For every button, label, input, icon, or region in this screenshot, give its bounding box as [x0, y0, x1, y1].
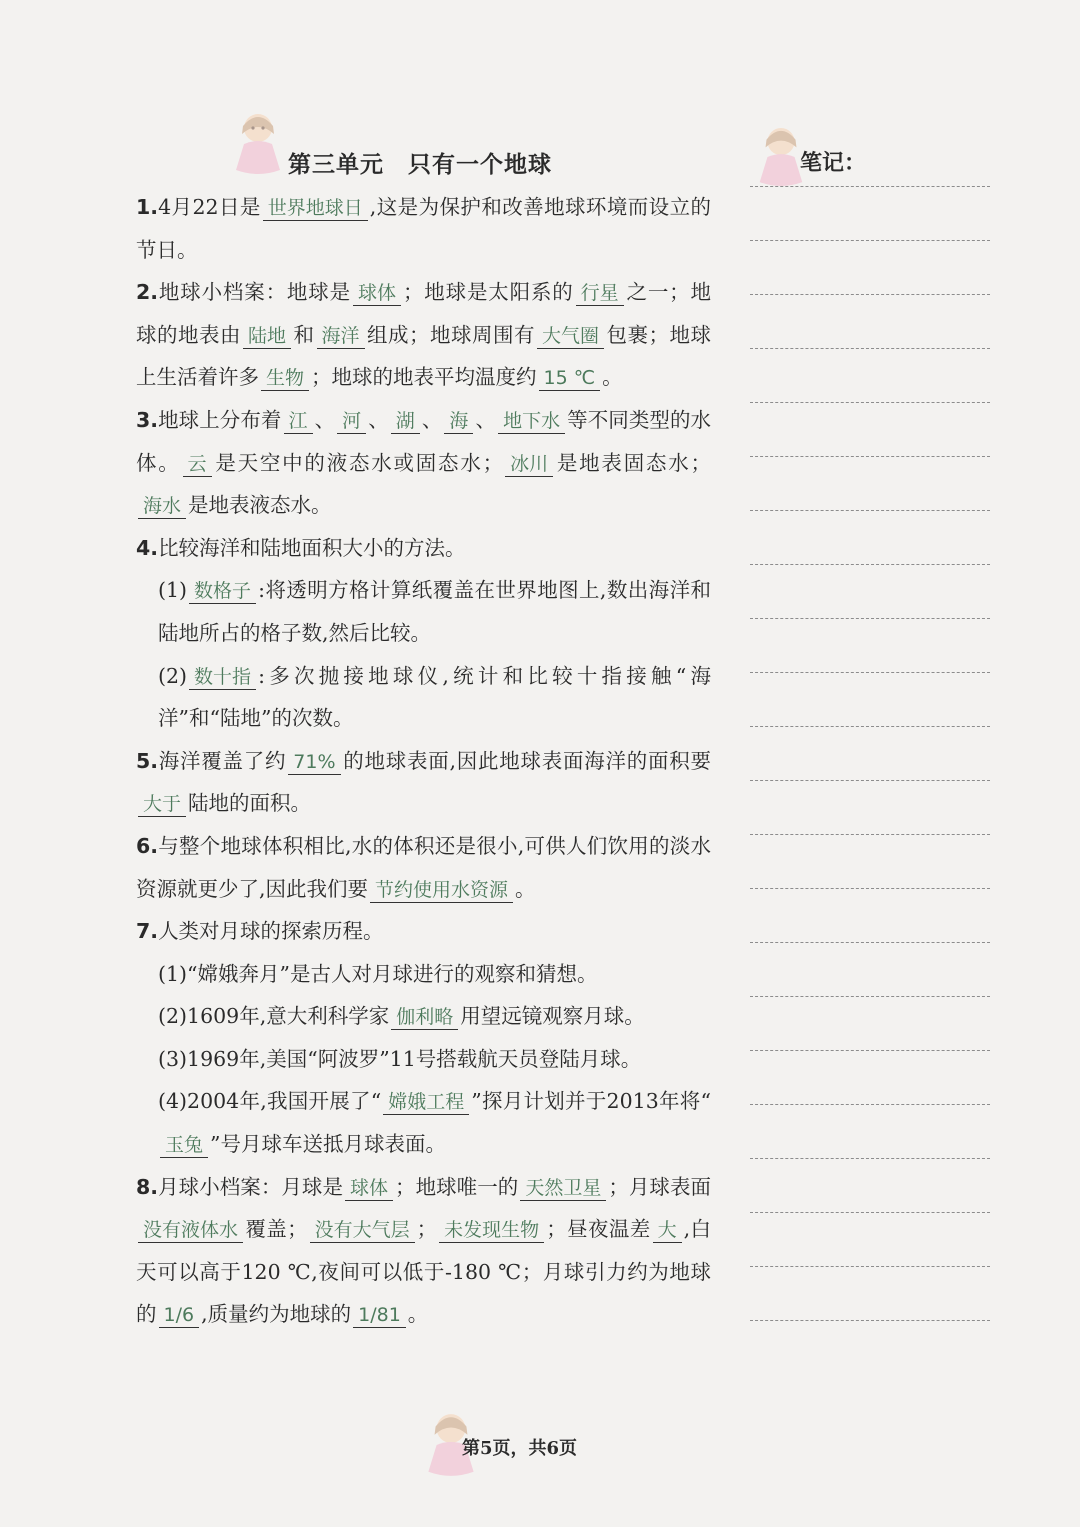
question-text: 。 — [515, 876, 536, 901]
notes-line — [750, 618, 990, 672]
question-list — [136, 186, 711, 1336]
question-text: 与整个地球体积相比,水的体积还是很小,可供人们饮用的淡水资源就更少了,因此我们要 — [136, 833, 711, 901]
question-text: ”探月计划并于2013年将“ — [471, 1089, 711, 1114]
answer-blank: 海 — [444, 409, 473, 434]
question-text: (1)“嫦娥奔月”是古人对月球进行的观察和猜想。 — [158, 961, 598, 986]
question-text: (2)1609年,意大利科学家 — [158, 1004, 390, 1029]
answer-blank: 1/81 — [353, 1303, 406, 1328]
question-text: 等不同类型的水体。 — [136, 407, 712, 475]
separator: 、 — [421, 407, 443, 432]
notes-line — [750, 780, 990, 834]
notes-line — [750, 942, 990, 996]
question-text: 月球小档案：月球是 — [158, 1174, 344, 1199]
answer-blank: 云 — [183, 452, 212, 477]
notes-line — [750, 1266, 990, 1320]
answer-blank: 世界地球日 — [263, 196, 368, 221]
notes-line — [750, 672, 990, 726]
question-8 — [136, 1166, 711, 1336]
question-text: 是天空中的液态水或固态水； — [213, 450, 504, 475]
question-3 — [136, 399, 711, 527]
notes-line — [750, 834, 990, 888]
answer-blank: 没有大气层 — [310, 1218, 415, 1243]
answer-blank: 河 — [337, 409, 366, 434]
question-text: 组成；地球周围有 — [366, 322, 536, 347]
answer-blank: 陆地 — [243, 324, 291, 349]
answer-blank: 玉兔 — [160, 1133, 208, 1158]
question-2 — [136, 271, 711, 399]
question-text: 覆盖； — [245, 1217, 308, 1242]
notes-line — [750, 294, 990, 348]
question-text: ；地球唯一的 — [395, 1174, 519, 1199]
question-text: ,质量约为地球的 — [201, 1302, 352, 1327]
question-text: 的地球表面,因此地球表面海洋的面积要 — [342, 748, 712, 773]
question-text: 是地表液态水。 — [188, 493, 332, 518]
question-4 — [136, 527, 711, 570]
question-text: 包裹；地球上生活着许多 — [136, 322, 712, 390]
question-text: 。 — [602, 365, 623, 390]
notes-line — [750, 996, 990, 1050]
answer-blank: 15 ℃ — [539, 366, 601, 391]
question-number: 6. — [136, 833, 159, 858]
notes-line — [750, 1158, 990, 1212]
question-7-item-3 — [136, 1038, 711, 1081]
answer-blank: 嫦娥工程 — [383, 1090, 469, 1115]
answer-blank: 71% — [288, 750, 340, 775]
notes-line — [750, 888, 990, 942]
item-number: (1) — [158, 578, 188, 603]
question-text: 地球上分布着 — [158, 407, 282, 432]
unit-title: 第三单元 只有一个地球 — [288, 151, 552, 178]
notes-line — [750, 510, 990, 564]
answer-blank: 未发现生物 — [439, 1218, 544, 1243]
question-text: ,白天可以高于120 ℃,夜间可以低于-180 ℃；月球引力约为地球的 — [136, 1217, 712, 1327]
question-text: 陆地的面积。 — [188, 791, 312, 816]
question-number: 1. — [136, 195, 159, 219]
notes-line — [750, 348, 990, 402]
question-7-item-4 — [136, 1080, 711, 1165]
question-7 — [136, 910, 711, 953]
answer-blank: 海洋 — [317, 324, 365, 349]
question-text: ,这是为保护和改善地球环境而设立的节日。 — [136, 195, 711, 262]
question-text: ；昼夜温差 — [546, 1217, 651, 1242]
answer-blank: 大于 — [138, 792, 186, 817]
question-text: ”号月球车送抵月球表面。 — [210, 1132, 446, 1157]
answer-blank: 没有液体水 — [138, 1218, 243, 1243]
separator: 、 — [475, 407, 497, 432]
answer-blank: 大 — [653, 1218, 682, 1243]
answer-blank: 地下水 — [498, 409, 565, 434]
answer-blank: 伽利略 — [391, 1005, 458, 1030]
notes-line — [750, 564, 990, 618]
question-text: 4月22日是 — [158, 195, 261, 219]
question-5 — [136, 740, 711, 825]
question-text: 地球小档案：地球是 — [158, 280, 351, 305]
question-text: (4)2004年,我国开展了“ — [158, 1089, 382, 1114]
question-number: 8. — [136, 1174, 159, 1199]
answer-blank: 球体 — [345, 1176, 393, 1201]
notes-line — [750, 1320, 990, 1374]
notes-title: 笔记： — [800, 150, 867, 176]
notes-line — [750, 186, 990, 240]
question-number: 7. — [136, 919, 159, 944]
notes-line — [750, 1050, 990, 1104]
answer-blank: 湖 — [391, 409, 420, 434]
question-text: 之一；地球的地表由 — [136, 280, 712, 347]
answer-blank: 大气圈 — [537, 324, 604, 349]
question-7-item-2 — [136, 995, 711, 1038]
notes-line — [750, 402, 990, 456]
separator: 、 — [314, 407, 336, 432]
question-text: 是地表固态水； — [555, 450, 712, 475]
question-number: 4. — [136, 535, 159, 560]
page-number: 第5页，共6页 — [462, 1438, 578, 1459]
answer-blank: 球体 — [353, 281, 401, 306]
question-text: 用望远镜观察月球。 — [460, 1004, 645, 1029]
notes-line — [750, 456, 990, 510]
answer-blank: 节约使用水资源 — [370, 878, 513, 903]
question-6 — [136, 825, 711, 910]
answer-blank: 天然卫星 — [520, 1176, 606, 1201]
question-text: :多次抛接地球仪,统计和比较十指接触“海洋”和“陆地”的次数。 — [158, 663, 711, 731]
answer-blank: 1/6 — [159, 1303, 200, 1328]
question-7-item-1 — [136, 953, 711, 996]
answer-blank: 数十指 — [189, 665, 256, 690]
answer-blank: 生物 — [261, 366, 309, 391]
answer-blank: 海水 — [138, 494, 186, 519]
question-text: 和 — [293, 322, 315, 347]
item-number: (2) — [158, 663, 188, 688]
separator: 、 — [368, 407, 389, 432]
question-text: :将透明方格计算纸覆盖在世界地图上,数出海洋和陆地所占的格子数,然后比较。 — [158, 578, 711, 645]
answer-blank: 江 — [284, 409, 313, 434]
girl-mascot-icon — [228, 108, 288, 180]
notes-line — [750, 240, 990, 294]
question-4-item-1 — [136, 569, 711, 654]
question-text: 海洋覆盖了约 — [158, 748, 287, 773]
question-number: 3. — [136, 407, 159, 432]
question-text: 人类对月球的探索历程。 — [158, 919, 384, 944]
notes-lines — [750, 186, 990, 1374]
question-number: 5. — [136, 748, 159, 773]
question-text: ；月球表面 — [608, 1174, 712, 1199]
answer-blank: 行星 — [576, 281, 624, 306]
question-number: 2. — [136, 280, 159, 305]
question-text: ；地球的地表平均温度约 — [311, 365, 537, 390]
answer-blank: 冰川 — [505, 452, 553, 477]
question-text: (3)1969年,美国“阿波罗”11号搭载航天员登陆月球。 — [158, 1046, 642, 1071]
question-text: ； — [416, 1217, 438, 1242]
answer-blank: 数格子 — [189, 579, 256, 604]
notes-line — [750, 1212, 990, 1266]
question-text: 比较海洋和陆地面积大小的方法。 — [158, 535, 466, 560]
question-1 — [136, 186, 711, 271]
question-4-item-2 — [136, 655, 711, 740]
notes-line — [750, 1104, 990, 1158]
notes-line — [750, 726, 990, 780]
question-text: 。 — [407, 1302, 429, 1327]
question-text: ；地球是太阳系的 — [402, 280, 574, 305]
